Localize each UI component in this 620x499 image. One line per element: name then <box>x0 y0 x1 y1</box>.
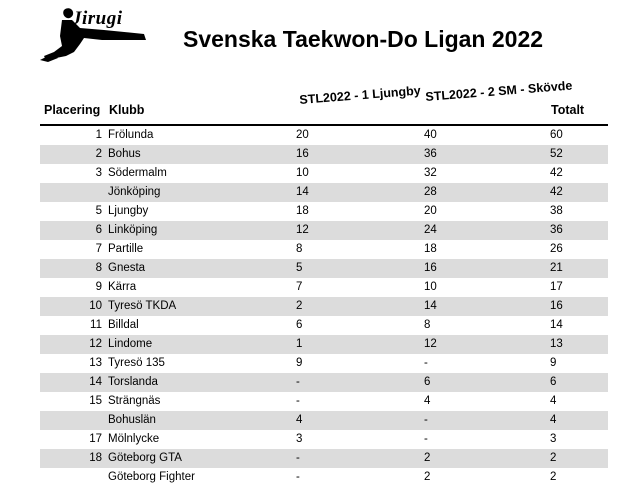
cell-placering: 12 <box>89 338 102 350</box>
cell-stl2: 40 <box>424 129 437 141</box>
cell-placering: 2 <box>95 148 102 160</box>
cell-klubb: Lindome <box>108 338 153 350</box>
cell-klubb: Bohuslän <box>108 414 156 426</box>
cell-totalt: 60 <box>550 129 563 141</box>
cell-totalt: 52 <box>550 148 563 160</box>
cell-totalt: 16 <box>550 300 563 312</box>
page-title: Svenska Taekwon-Do Ligan 2022 <box>183 26 544 52</box>
cell-klubb: Ljungby <box>108 205 149 217</box>
table-row <box>40 126 608 145</box>
cell-totalt: 21 <box>550 262 563 274</box>
cell-klubb: Södermalm <box>108 167 167 179</box>
cell-stl1: - <box>296 395 300 407</box>
table-row <box>40 430 608 449</box>
cell-klubb: Torslanda <box>108 376 158 388</box>
cell-klubb: Tyresö 135 <box>108 357 165 369</box>
header-stl2022-1: STL2022 - 1 Ljungby <box>298 83 422 107</box>
cell-klubb: Partille <box>108 243 144 255</box>
table-row <box>40 145 608 164</box>
cell-totalt: 38 <box>550 205 563 217</box>
cell-stl1: 16 <box>296 148 309 160</box>
cell-totalt: 42 <box>550 186 563 198</box>
cell-placering: 6 <box>95 224 102 236</box>
cell-stl2: 10 <box>424 281 437 293</box>
cell-placering: 18 <box>89 452 102 464</box>
cell-stl2: 24 <box>424 224 437 236</box>
cell-placering: 9 <box>95 281 102 293</box>
cell-totalt: 6 <box>550 376 557 388</box>
table-row <box>40 411 608 430</box>
jirugi-logo <box>36 6 156 62</box>
cell-klubb: Mölnlycke <box>108 433 160 445</box>
cell-klubb: Strängnäs <box>108 395 161 407</box>
cell-stl2: 4 <box>424 395 431 407</box>
cell-stl2: 2 <box>424 471 431 483</box>
cell-stl1: 14 <box>296 186 309 198</box>
cell-totalt: 14 <box>550 319 563 331</box>
cell-klubb: Jönköping <box>108 186 161 198</box>
table-row <box>40 373 608 392</box>
table-row <box>40 278 608 297</box>
cell-stl2: 6 <box>424 376 431 388</box>
cell-stl1: 4 <box>296 414 303 426</box>
table-row <box>40 468 608 487</box>
cell-stl1: - <box>296 452 300 464</box>
cell-totalt: 2 <box>550 452 557 464</box>
cell-stl2: 8 <box>424 319 431 331</box>
table-row <box>40 259 608 278</box>
cell-stl2: 16 <box>424 262 437 274</box>
cell-stl1: 20 <box>296 129 309 141</box>
header-klubb: Klubb <box>109 103 145 117</box>
cell-klubb: Göteborg GTA <box>108 452 182 464</box>
cell-stl1: 8 <box>296 243 303 255</box>
cell-placering: 14 <box>89 376 102 388</box>
table-row <box>40 297 608 316</box>
cell-klubb: Linköping <box>108 224 158 236</box>
cell-totalt: 4 <box>550 414 557 426</box>
cell-totalt: 26 <box>550 243 563 255</box>
cell-stl1: 5 <box>296 262 303 274</box>
cell-totalt: 4 <box>550 395 557 407</box>
header-placering: Placering <box>44 103 101 117</box>
cell-stl2: 32 <box>424 167 437 179</box>
cell-stl1: 7 <box>296 281 303 293</box>
table-row <box>40 183 608 202</box>
table-row <box>40 354 608 373</box>
cell-stl2: - <box>424 414 428 426</box>
cell-klubb: Billdal <box>108 319 139 331</box>
cell-stl2: 2 <box>424 452 431 464</box>
cell-stl1: 1 <box>296 338 303 350</box>
cell-stl1: - <box>296 471 300 483</box>
header-totalt: Totalt <box>551 103 585 117</box>
cell-totalt: 42 <box>550 167 563 179</box>
cell-stl2: - <box>424 433 428 445</box>
cell-placering: 15 <box>89 395 102 407</box>
table-row <box>40 221 608 240</box>
cell-placering: 13 <box>89 357 102 369</box>
cell-klubb: Tyresö TKDA <box>108 300 177 312</box>
cell-totalt: 3 <box>550 433 557 445</box>
cell-klubb: Gnesta <box>108 262 146 274</box>
cell-placering: 5 <box>95 205 102 217</box>
table-row <box>40 240 608 259</box>
cell-stl1: - <box>296 376 300 388</box>
cell-stl1: 3 <box>296 433 303 445</box>
cell-placering: 3 <box>95 167 102 179</box>
cell-totalt: 2 <box>550 471 557 483</box>
cell-stl1: 18 <box>296 205 309 217</box>
cell-placering: 11 <box>90 319 102 331</box>
cell-stl2: 20 <box>424 205 437 217</box>
cell-klubb: Frölunda <box>108 129 154 141</box>
cell-stl1: 2 <box>296 300 303 312</box>
cell-stl2: - <box>424 357 428 369</box>
cell-totalt: 36 <box>550 224 563 236</box>
cell-klubb: Kärra <box>108 281 137 293</box>
table-row <box>40 335 608 354</box>
table-row <box>40 392 608 411</box>
cell-stl1: 6 <box>296 319 303 331</box>
cell-stl1: 12 <box>296 224 309 236</box>
cell-placering: 17 <box>89 433 102 445</box>
cell-stl2: 36 <box>424 148 437 160</box>
cell-totalt: 13 <box>550 338 563 350</box>
table-row <box>40 202 608 221</box>
cell-placering: 7 <box>95 243 102 255</box>
logo-text: Jirugi <box>72 8 123 29</box>
cell-stl2: 14 <box>424 300 437 312</box>
standings-table <box>40 126 608 487</box>
cell-stl1: 10 <box>296 167 309 179</box>
cell-stl2: 18 <box>424 243 437 255</box>
cell-stl2: 28 <box>424 186 437 198</box>
cell-placering: 8 <box>95 262 102 274</box>
cell-stl2: 12 <box>424 338 437 350</box>
table-row <box>40 449 608 468</box>
cell-klubb: Göteborg Fighter <box>108 471 195 483</box>
cell-totalt: 17 <box>550 281 563 293</box>
cell-stl1: 9 <box>296 357 303 369</box>
header-stl2022-2: STL2022 - 2 SM - Skövde <box>424 78 573 104</box>
table-row <box>40 316 608 335</box>
cell-klubb: Bohus <box>108 148 141 160</box>
cell-placering: 10 <box>89 300 102 312</box>
table-row <box>40 164 608 183</box>
cell-placering: 1 <box>95 129 102 141</box>
cell-totalt: 9 <box>550 357 557 369</box>
